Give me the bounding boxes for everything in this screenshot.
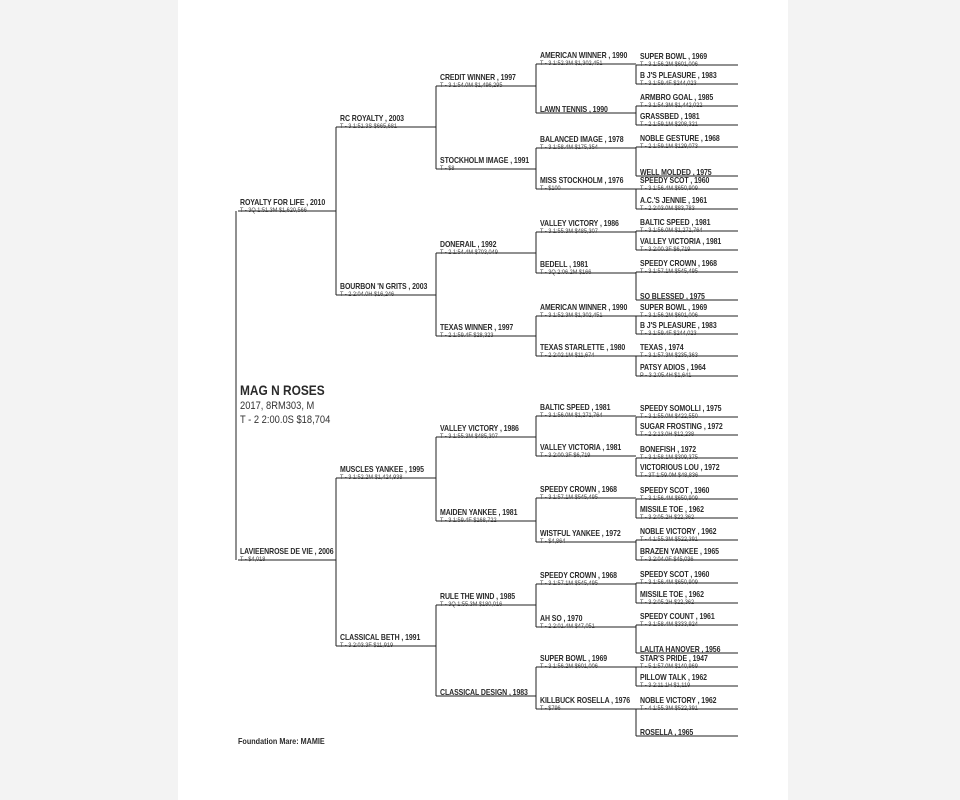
ancestor-record: T - 3 1:55.0M $422,550 bbox=[640, 412, 698, 420]
ancestor-record: T - 2 1:54.4M $703,049 bbox=[440, 248, 498, 256]
g4-ancestor bbox=[540, 654, 622, 670]
g5-ancestor bbox=[640, 486, 725, 502]
g4-ancestor bbox=[540, 443, 639, 459]
ancestor-name: STOCKHOLM IMAGE , 1991 bbox=[440, 155, 530, 165]
ancestor-record: T - 2 1:59.4F $28,323 bbox=[440, 331, 494, 339]
g5-ancestor bbox=[640, 673, 722, 689]
ancestor-record: T - $4,018 bbox=[240, 555, 266, 563]
ancestor-record: T - 3 2:00.3F $6,719 bbox=[640, 245, 691, 253]
g5-ancestor bbox=[640, 422, 741, 438]
ancestor-name: VALLEY VICTORIA , 1981 bbox=[540, 442, 622, 452]
foundation-mare: Foundation Mare: MAMIE bbox=[238, 736, 325, 746]
ancestor-name: LALITA HANOVER , 1956 bbox=[640, 644, 721, 654]
ancestor-record: T - 5 1:57.0M $140,969 bbox=[640, 662, 698, 670]
ancestor-name: MUSCLES YANKEE , 1995 bbox=[340, 464, 424, 474]
g5-ancestor bbox=[640, 196, 722, 212]
ancestor-record: T - 3 2:04.0F $45,036 bbox=[640, 555, 694, 563]
ancestor-record: T - 3 1:54.3M $1,442,022 bbox=[640, 101, 703, 109]
ancestor-record: T - 3 1:56.0M $1,271,764 bbox=[640, 226, 703, 234]
ancestor-name: ROYALTY FOR LIFE , 2010 bbox=[240, 197, 326, 207]
ancestor-name: TEXAS STARLETTE , 1980 bbox=[540, 342, 626, 352]
ancestor-name: SUPER BOWL , 1969 bbox=[640, 302, 708, 312]
ancestor-name: MISSILE TOE , 1962 bbox=[640, 589, 704, 599]
ancestor-name: AMERICAN WINNER , 1990 bbox=[540, 302, 628, 312]
g5-ancestor bbox=[640, 696, 733, 712]
g4-ancestor bbox=[540, 614, 607, 630]
g4-ancestor bbox=[540, 303, 646, 319]
g1-ancestor bbox=[240, 547, 354, 563]
g5-ancestor bbox=[640, 547, 736, 563]
ancestor-name: TEXAS , 1974 bbox=[640, 342, 684, 352]
ancestor-name: BALTIC SPEED , 1981 bbox=[540, 402, 611, 412]
g4-ancestor bbox=[540, 260, 603, 276]
g4-ancestor bbox=[540, 485, 634, 501]
ancestor-record: T - 3 1:52.2M $1,424,938 bbox=[340, 473, 403, 481]
ancestor-name: MAIDEN YANKEE , 1981 bbox=[440, 507, 518, 517]
g5-ancestor bbox=[640, 728, 705, 737]
g5-ancestor bbox=[640, 505, 718, 521]
g2-ancestor bbox=[340, 114, 418, 130]
ancestor-name: SPEEDY SCOT , 1960 bbox=[640, 569, 710, 579]
ancestor-name: CLASSICAL BETH , 1991 bbox=[340, 632, 421, 642]
g5-ancestor bbox=[640, 176, 725, 192]
ancestor-record: T - 3 1:57.3M $235,363 bbox=[640, 351, 698, 359]
ancestor-name: SUGAR FROSTING , 1972 bbox=[640, 421, 723, 431]
ancestor-record: T - 2 2:01.4M $47,051 bbox=[540, 622, 595, 630]
ancestor-record: T - 4 1:55.3M $522,391 bbox=[640, 704, 698, 712]
ancestor-name: WISTFUL YANKEE , 1972 bbox=[540, 528, 621, 538]
g5-ancestor bbox=[640, 218, 726, 234]
ancestor-record: T - 2 1:59.1M $208,321 bbox=[640, 120, 698, 128]
ancestor-record: T - 3 1:55.3M $485,307 bbox=[440, 432, 498, 440]
ancestor-record: T - 2 2:02.1M $11,674 bbox=[540, 351, 595, 359]
ancestor-name: BEDELL , 1981 bbox=[540, 259, 589, 269]
g4-ancestor bbox=[540, 176, 642, 192]
g4-ancestor bbox=[540, 571, 634, 587]
ancestor-name: SPEEDY SOMOLLI , 1975 bbox=[640, 403, 722, 413]
ancestor-record: T - $100 bbox=[540, 184, 561, 192]
ancestor-record: T - 3Q 2:06.2M $166 bbox=[540, 268, 592, 276]
ancestor-name: LAWN TENNIS , 1990 bbox=[540, 104, 608, 114]
g5-ancestor bbox=[640, 590, 718, 606]
ancestor-name: VALLEY VICTORIA , 1981 bbox=[640, 236, 722, 246]
ancestor-name: B J'S PLEASURE , 1983 bbox=[640, 320, 717, 330]
ancestor-name: BONEFISH , 1972 bbox=[640, 444, 697, 454]
g5-ancestor bbox=[640, 303, 722, 319]
ancestor-record: T - $796 bbox=[540, 704, 561, 712]
g5-ancestor bbox=[640, 404, 739, 420]
ancestor-name: VALLEY VICTORY , 1986 bbox=[540, 218, 619, 228]
ancestor-record: T - 3 1:59.4F $244,023 bbox=[640, 329, 697, 337]
ancestor-record: T - 4 1:55.3M $522,391 bbox=[640, 535, 698, 543]
ancestor-record: T - 2 2:04.0H $16,246 bbox=[340, 290, 395, 298]
ancestor-record: T - 3T 1:59.0M $48,836 bbox=[640, 471, 699, 479]
g4-ancestor bbox=[540, 529, 638, 545]
g3-ancestor bbox=[440, 424, 536, 440]
g3-ancestor bbox=[440, 592, 532, 608]
ancestor-name: SPEEDY CROWN , 1968 bbox=[540, 570, 617, 580]
ancestor-record: T - 3 1:56.4M $650,909 bbox=[640, 494, 698, 502]
g4-ancestor bbox=[540, 105, 623, 114]
ancestor-record: T - 3 1:56.4M $650,909 bbox=[640, 578, 698, 586]
ancestor-name: GRASSBED , 1981 bbox=[640, 111, 700, 121]
ancestor-record: T - 2 2:13.0H $12,238 bbox=[640, 430, 695, 438]
ancestor-record: T - 3 1:56.2M $601,006 bbox=[640, 60, 698, 68]
g3-ancestor bbox=[440, 73, 532, 89]
ancestor-record: T - 3 2:11.1H $1,119 bbox=[640, 681, 691, 689]
ancestor-record: T - 3 1:51.3S $665,681 bbox=[340, 122, 397, 130]
ancestor-record: T - 3Q 1:51.3M $1,620,566 bbox=[240, 206, 307, 214]
ancestor-record: T - 2 1:59.1M $129,073 bbox=[640, 142, 698, 150]
ancestor-name: STAR'S PRIDE , 1947 bbox=[640, 653, 708, 663]
ancestor-name: SPEEDY COUNT , 1961 bbox=[640, 611, 715, 621]
ancestor-record: T - 3 1:58.1M $309,375 bbox=[640, 453, 698, 461]
ancestor-name: KILLBUCK ROSELLA , 1976 bbox=[540, 695, 631, 705]
g5-ancestor bbox=[640, 71, 733, 87]
ancestor-record: T - 3 2:05.2H $22,362 bbox=[640, 598, 695, 606]
ancestor-name: PATSY ADIOS , 1964 bbox=[640, 362, 706, 372]
g4-ancestor bbox=[540, 51, 646, 67]
ancestor-record: T - 3 1:56.2M $601,006 bbox=[640, 311, 698, 319]
g2-ancestor bbox=[340, 465, 442, 481]
ancestor-record: T - 3 1:55.3M $485,307 bbox=[540, 227, 598, 235]
ancestor-name: B J'S PLEASURE , 1983 bbox=[640, 70, 717, 80]
horse-details: 2017, 8RM303, M bbox=[240, 400, 315, 412]
ancestor-record: T - 3 1:56.2M $601,006 bbox=[540, 662, 598, 670]
g5-ancestor bbox=[640, 93, 729, 109]
g5-ancestor bbox=[640, 363, 720, 379]
ancestor-name: AMERICAN WINNER , 1990 bbox=[540, 50, 628, 60]
g4-ancestor bbox=[540, 343, 644, 359]
ancestor-record: T - 3 1:52.3M $1,302,451 bbox=[540, 59, 603, 67]
ancestor-record: T - 3 2:00.3F $6,719 bbox=[540, 451, 591, 459]
ancestor-name: BOURBON 'N GRITS , 2003 bbox=[340, 281, 428, 291]
g4-ancestor bbox=[540, 696, 650, 712]
g4-ancestor bbox=[540, 219, 636, 235]
g3-ancestor bbox=[440, 323, 529, 339]
ancestor-record: T - 3 1:52.3M $1,302,451 bbox=[540, 311, 603, 319]
ancestor-record: T - $4,864 bbox=[540, 537, 566, 545]
ancestor-record: T - 3 1:59.4F $244,023 bbox=[640, 79, 697, 87]
ancestor-record: T - 3 1:56.0M $1,271,764 bbox=[540, 411, 603, 419]
ancestor-record: T - 3 1:57.1M $545,495 bbox=[540, 579, 598, 587]
g5-ancestor bbox=[640, 654, 723, 670]
ancestor-name: LAVIEENROSE DE VIE , 2006 bbox=[240, 546, 334, 556]
ancestor-record: P - 3 2:05.4H $1,641 bbox=[640, 371, 692, 379]
ancestor-name: AH SO , 1970 bbox=[540, 613, 583, 623]
horse-name: MAG N ROSES bbox=[240, 382, 325, 398]
ancestor-name: CREDIT WINNER , 1997 bbox=[440, 72, 516, 82]
ancestor-record: T - 3 1:56.4M $650,909 bbox=[640, 184, 698, 192]
ancestor-name: SUPER BOWL , 1969 bbox=[540, 653, 608, 663]
g5-ancestor bbox=[640, 463, 737, 479]
g5-ancestor bbox=[640, 527, 733, 543]
g2-ancestor bbox=[340, 282, 446, 298]
ancestor-name: PILLOW TALK , 1962 bbox=[640, 672, 707, 682]
g5-ancestor bbox=[640, 134, 737, 150]
ancestor-name: BRAZEN YANKEE , 1965 bbox=[640, 546, 719, 556]
g3-ancestor bbox=[440, 240, 511, 256]
g5-ancestor bbox=[640, 343, 711, 359]
g5-ancestor bbox=[640, 237, 739, 253]
ancestor-record: T - 3 1:59.4F $168,722 bbox=[440, 516, 497, 524]
ancestor-name: CLASSICAL DESIGN , 1983 bbox=[440, 687, 528, 697]
ancestor-name: SPEEDY CROWN , 1968 bbox=[640, 258, 717, 268]
ancestor-name: NOBLE GESTURE , 1968 bbox=[640, 133, 720, 143]
ancestor-record: T - 3 1:57.1M $545,495 bbox=[640, 267, 698, 275]
g5-ancestor bbox=[640, 292, 719, 301]
g5-ancestor bbox=[640, 612, 731, 628]
ancestor-record: T - 3 1:58.4M $175,354 bbox=[540, 143, 598, 151]
g5-ancestor bbox=[640, 570, 725, 586]
g5-ancestor bbox=[640, 52, 722, 68]
ancestor-record: T - 3 1:54.0M $1,496,295 bbox=[440, 81, 503, 89]
ancestor-name: VICTORIOUS LOU , 1972 bbox=[640, 462, 720, 472]
ancestor-name: SPEEDY SCOT , 1960 bbox=[640, 485, 710, 495]
ancestor-name: SO BLESSED , 1975 bbox=[640, 291, 705, 301]
g1-ancestor bbox=[240, 198, 344, 214]
g5-ancestor bbox=[640, 259, 734, 275]
ancestor-record: T - 3 1:58.4M $333,924 bbox=[640, 620, 698, 628]
g2-ancestor bbox=[340, 633, 438, 649]
g3-ancestor bbox=[440, 508, 534, 524]
horse-record: T - 2 2:00.0S $18,704 bbox=[240, 414, 331, 426]
ancestor-record: T - 3 2:03.3F $11,919 bbox=[340, 641, 394, 649]
ancestor-record: T - 3 2:05.2H $22,362 bbox=[640, 513, 695, 521]
ancestor-name: BALANCED IMAGE , 1978 bbox=[540, 134, 624, 144]
ancestor-name: DONERAIL , 1992 bbox=[440, 239, 497, 249]
g4-ancestor bbox=[540, 403, 626, 419]
ancestor-record: T - $8 bbox=[440, 164, 455, 172]
ancestor-name: VALLEY VICTORY , 1986 bbox=[440, 423, 519, 433]
ancestor-name: RC ROYALTY , 2003 bbox=[340, 113, 404, 123]
ancestor-name: SUPER BOWL , 1969 bbox=[640, 51, 708, 61]
ancestor-name: MISSILE TOE , 1962 bbox=[640, 504, 704, 514]
ancestor-name: ROSELLA , 1965 bbox=[640, 727, 694, 737]
ancestor-name: MISS STOCKHOLM , 1976 bbox=[540, 175, 624, 185]
g5-ancestor bbox=[640, 445, 711, 461]
ancestor-name: WELL MOLDED , 1975 bbox=[640, 167, 712, 177]
ancestor-name: SPEEDY CROWN , 1968 bbox=[540, 484, 617, 494]
g3-ancestor bbox=[440, 156, 549, 172]
ancestor-record: T - 2 2:03.0M $83,783 bbox=[640, 204, 695, 212]
ancestor-name: NOBLE VICTORY , 1962 bbox=[640, 695, 717, 705]
ancestor-name: TEXAS WINNER , 1997 bbox=[440, 322, 514, 332]
ancestor-name: NOBLE VICTORY , 1962 bbox=[640, 526, 717, 536]
g5-ancestor bbox=[640, 321, 733, 337]
horse-summary bbox=[240, 382, 346, 426]
ancestor-name: SPEEDY SCOT , 1960 bbox=[640, 175, 710, 185]
g4-ancestor bbox=[540, 135, 642, 151]
ancestor-record: T - 3 1:57.1M $545,495 bbox=[540, 493, 598, 501]
ancestor-name: A.C.'S JENNIE , 1961 bbox=[640, 195, 708, 205]
ancestor-name: ARMBRO GOAL , 1985 bbox=[640, 92, 714, 102]
ancestor-record: T - 3Q 1:55.3M $180,016 bbox=[440, 600, 503, 608]
g5-ancestor bbox=[640, 112, 713, 128]
ancestor-name: RULE THE WIND , 1985 bbox=[440, 591, 516, 601]
g3-ancestor bbox=[440, 688, 547, 697]
ancestor-name: BALTIC SPEED , 1981 bbox=[640, 217, 711, 227]
